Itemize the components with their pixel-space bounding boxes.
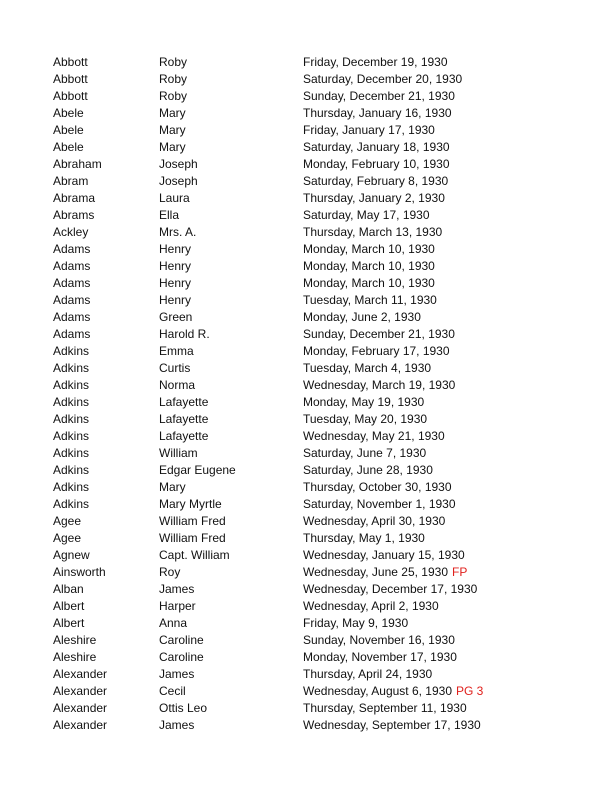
records-table [53,54,573,734]
table-row [53,717,573,734]
last-name-cell: Adkins [53,412,90,426]
date-cell [303,173,563,190]
table-row [53,241,573,258]
first-name-cell: Harold R. [159,327,210,341]
last-name-cell: Abraham [53,157,102,171]
first-name-cell: Lafayette [159,429,209,443]
last-name-cell: Adkins [53,480,90,494]
last-name-cell: Adkins [53,446,90,460]
table-row [53,139,573,156]
date-text: Saturday, November 1, 1930 [303,497,456,511]
table-row [53,173,573,190]
last-name-cell: Ainsworth [53,565,106,579]
last-name-cell: Adams [53,276,91,290]
date-text: Saturday, June 28, 1930 [303,463,433,477]
last-name-cell: Adkins [53,497,90,511]
first-name-cell: Mary [159,123,186,137]
date-text: Thursday, January 2, 1930 [303,191,445,205]
last-name-cell: Abele [53,140,84,154]
table-row [53,54,573,71]
date-cell [303,224,563,241]
table-row [53,666,573,683]
table-row [53,377,573,394]
first-name-cell: Lafayette [159,395,209,409]
first-name-cell: Henry [159,293,192,307]
table-row [53,292,573,309]
date-cell [303,156,563,173]
table-row [53,71,573,88]
last-name-cell: Abrama [53,191,96,205]
date-cell [303,275,563,292]
table-row [53,428,573,445]
last-name-cell: Adkins [53,395,90,409]
last-name-cell: Adkins [53,361,90,375]
date-text: Monday, March 10, 1930 [303,242,435,256]
first-name-cell: Roby [159,55,188,69]
date-text: Friday, May 9, 1930 [303,616,409,630]
date-cell [303,428,563,445]
last-name-cell: Alexander [53,667,108,681]
date-text: Monday, February 10, 1930 [303,157,450,171]
note-annotation: PG 3 [456,684,484,698]
date-text: Monday, June 2, 1930 [303,310,421,324]
table-row [53,207,573,224]
date-cell [303,496,563,513]
table-row [53,445,573,462]
first-name-cell: Mary [159,106,186,120]
first-name-cell: Mrs. A. [159,225,197,239]
date-cell [303,581,563,598]
date-text: Tuesday, March 11, 1930 [303,293,437,307]
date-cell [303,411,563,428]
table-row [53,496,573,513]
table-row [53,122,573,139]
date-cell [303,717,563,734]
last-name-cell: Adams [53,310,91,324]
table-row [53,649,573,666]
date-cell [303,666,563,683]
date-text: Thursday, January 16, 1930 [303,106,452,120]
date-text: Wednesday, April 30, 1930 [303,514,446,528]
date-cell [303,207,563,224]
first-name-cell: James [159,582,195,596]
first-name-cell: Caroline [159,650,204,664]
last-name-cell: Abbott [53,55,88,69]
date-text: Wednesday, March 19, 1930 [303,378,456,392]
first-name-cell: Roby [159,72,188,86]
date-cell [303,445,563,462]
last-name-cell: Adkins [53,463,90,477]
date-cell [303,88,563,105]
date-cell [303,377,563,394]
date-cell [303,54,563,71]
date-text: Thursday, May 1, 1930 [303,531,425,545]
last-name-cell: Ackley [53,225,89,239]
last-name-cell: Abele [53,123,84,137]
first-name-cell: Ella [159,208,180,222]
date-text: Tuesday, March 4, 1930 [303,361,432,375]
date-text: Thursday, October 30, 1930 [303,480,452,494]
first-name-cell: Laura [159,191,190,205]
date-cell [303,394,563,411]
date-text: Friday, January 17, 1930 [303,123,435,137]
last-name-cell: Abrams [53,208,95,222]
first-name-cell: Anna [159,616,188,630]
table-row [53,156,573,173]
first-name-cell: William Fred [159,514,226,528]
date-text: Saturday, June 7, 1930 [303,446,427,460]
table-row [53,683,573,700]
date-cell [303,190,563,207]
first-name-cell: Roby [159,89,188,103]
last-name-cell: Adkins [53,429,90,443]
first-name-cell: James [159,718,195,732]
date-cell [303,530,563,547]
date-text: Monday, March 10, 1930 [303,259,435,273]
last-name-cell: Abele [53,106,84,120]
first-name-cell: Lafayette [159,412,209,426]
first-name-cell: James [159,667,195,681]
date-text: Thursday, March 13, 1930 [303,225,443,239]
first-name-cell: Curtis [159,361,191,375]
last-name-cell: Adams [53,242,91,256]
date-text: Tuesday, May 20, 1930 [303,412,428,426]
last-name-cell: Agee [53,531,82,545]
last-name-cell: Adams [53,293,91,307]
last-name-cell: Aleshire [53,650,97,664]
date-cell [303,649,563,666]
table-row [53,462,573,479]
date-text: Saturday, December 20, 1930 [303,72,463,86]
table-row [53,564,573,581]
last-name-cell: Albert [53,599,85,613]
first-name-cell: Henry [159,276,192,290]
first-name-cell: Roy [159,565,181,579]
date-cell [303,513,563,530]
date-cell [303,71,563,88]
date-cell [303,139,563,156]
table-row [53,343,573,360]
table-row [53,394,573,411]
date-cell [303,598,563,615]
last-name-cell: Agnew [53,548,90,562]
first-name-cell: Joseph [159,174,198,188]
date-cell [303,122,563,139]
date-cell [303,479,563,496]
date-text: Wednesday, May 21, 1930 [303,429,445,443]
table-row [53,88,573,105]
table-row [53,258,573,275]
date-text: Monday, February 17, 1930 [303,344,450,358]
last-name-cell: Albert [53,616,85,630]
last-name-cell: Alexander [53,718,108,732]
table-row [53,615,573,632]
first-name-cell: Cecil [159,684,186,698]
date-cell [303,547,563,564]
table-row [53,326,573,343]
table-row [53,700,573,717]
date-text: Friday, December 19, 1930 [303,55,448,69]
date-text: Monday, November 17, 1930 [303,650,457,664]
first-name-cell: Mary [159,140,186,154]
note-annotation: FP [452,565,468,579]
table-row [53,105,573,122]
last-name-cell: Adkins [53,378,90,392]
first-name-cell: Harper [159,599,196,613]
date-text: Sunday, December 21, 1930 [303,89,455,103]
date-text: Wednesday, September 17, 1930 [303,718,481,732]
first-name-cell: Green [159,310,193,324]
last-name-cell: Adams [53,259,91,273]
first-name-cell: Henry [159,259,192,273]
date-cell [303,292,563,309]
date-cell [303,564,563,581]
date-text: Thursday, April 24, 1930 [303,667,433,681]
first-name-cell: Edgar Eugene [159,463,236,477]
table-row [53,411,573,428]
date-cell [303,343,563,360]
date-cell [303,326,563,343]
date-text: Wednesday, December 17, 1930 [303,582,478,596]
table-row [53,581,573,598]
date-text: Wednesday, January 15, 1930 [303,548,465,562]
table-row [53,632,573,649]
first-name-cell: Norma [159,378,196,392]
first-name-cell: William [159,446,198,460]
last-name-cell: Adams [53,327,91,341]
last-name-cell: Abbott [53,72,88,86]
table-row [53,479,573,496]
first-name-cell: Joseph [159,157,198,171]
date-text: Thursday, September 11, 1930 [303,701,467,715]
date-text: Wednesday, April 2, 1930 [303,599,439,613]
last-name-cell: Agee [53,514,82,528]
last-name-cell: Abram [53,174,89,188]
table-row [53,309,573,326]
date-text: Saturday, February 8, 1930 [303,174,449,188]
first-name-cell: Mary [159,480,186,494]
date-cell [303,105,563,122]
date-text: Wednesday, June 25, 1930 [303,565,448,579]
date-cell [303,258,563,275]
table-row [53,224,573,241]
date-text: Monday, May 19, 1930 [303,395,425,409]
date-cell [303,462,563,479]
last-name-cell: Alexander [53,684,108,698]
last-name-cell: Aleshire [53,633,97,647]
last-name-cell: Abbott [53,89,88,103]
first-name-cell: William Fred [159,531,226,545]
date-cell [303,241,563,258]
first-name-cell: Mary Myrtle [159,497,222,511]
table-row [53,547,573,564]
last-name-cell: Adkins [53,344,90,358]
first-name-cell: Henry [159,242,192,256]
last-name-cell: Alban [53,582,84,596]
date-cell [303,360,563,377]
date-text: Sunday, November 16, 1930 [303,633,455,647]
first-name-cell: Emma [159,344,194,358]
table-row [53,360,573,377]
date-cell [303,683,563,700]
table-row [53,598,573,615]
date-text: Saturday, May 17, 1930 [303,208,430,222]
first-name-cell: Caroline [159,633,204,647]
table-row [53,275,573,292]
last-name-cell: Alexander [53,701,108,715]
date-text: Saturday, January 18, 1930 [303,140,450,154]
date-cell [303,615,563,632]
date-cell [303,700,563,717]
date-text: Wednesday, August 6, 1930 [303,684,452,698]
date-cell [303,632,563,649]
date-text: Sunday, December 21, 1930 [303,327,455,341]
date-cell [303,309,563,326]
date-text: Monday, March 10, 1930 [303,276,435,290]
first-name-cell: Capt. William [159,548,230,562]
first-name-cell: Ottis Leo [159,701,208,715]
table-row [53,513,573,530]
table-row [53,530,573,547]
table-row [53,190,573,207]
